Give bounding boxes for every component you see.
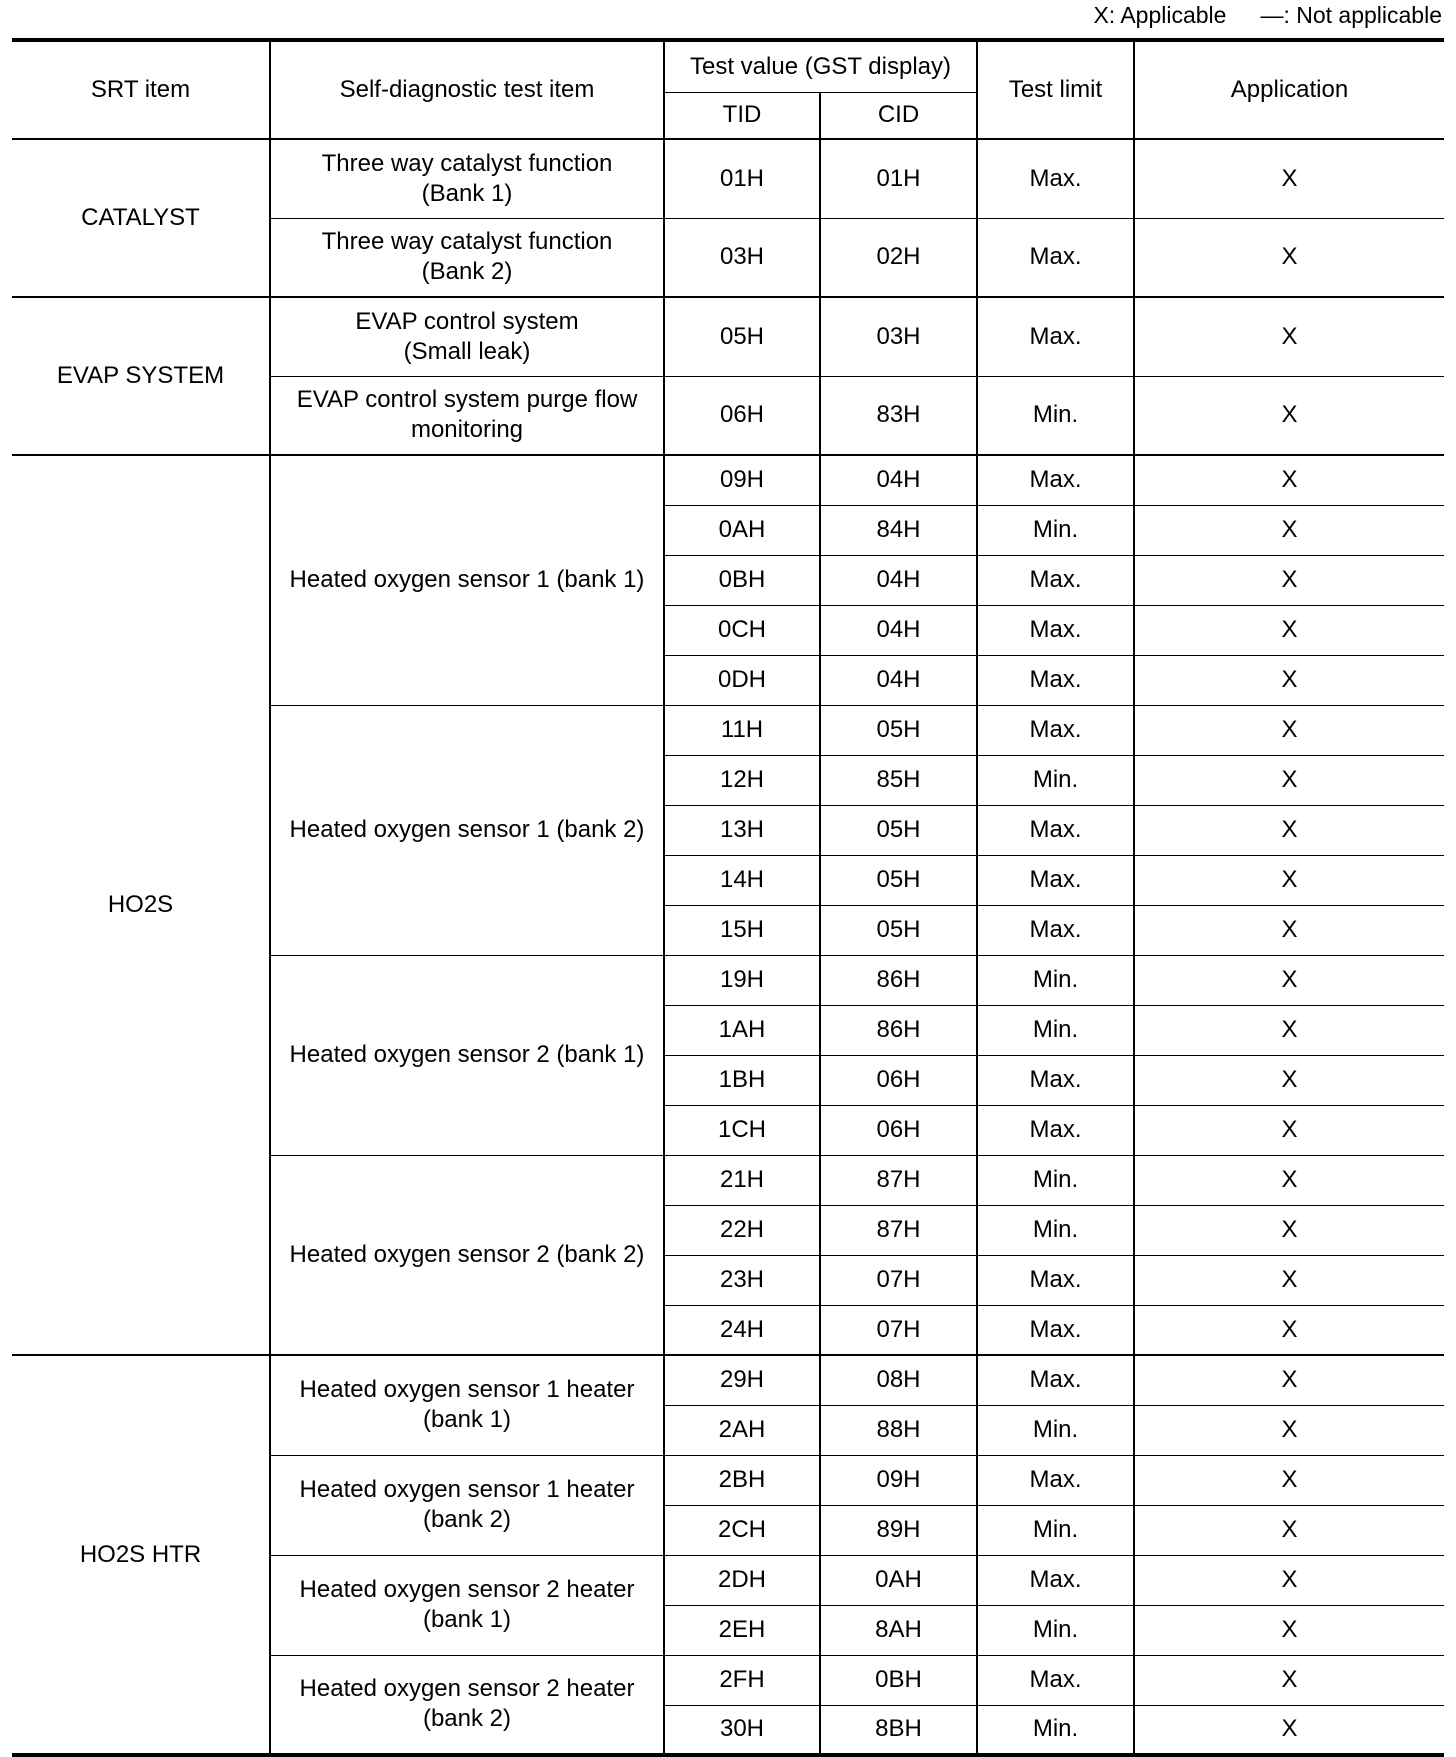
cid-cell: 83H — [820, 376, 977, 455]
test-limit-cell: Max. — [977, 1455, 1134, 1505]
test-item-cell: Three way catalyst function (Bank 2) — [270, 218, 664, 297]
test-item-cell: EVAP control system (Small leak) — [270, 297, 664, 376]
test-item-cell: Three way catalyst function (Bank 1) — [270, 139, 664, 218]
application-cell: X — [1134, 805, 1444, 855]
tid-cell: 0DH — [664, 655, 820, 705]
application-cell: X — [1134, 1555, 1444, 1605]
application-cell: X — [1134, 755, 1444, 805]
srt-item-cell: HO2S — [12, 455, 270, 1355]
application-cell: X — [1134, 1005, 1444, 1055]
application-cell: X — [1134, 1205, 1444, 1255]
tid-cell: 05H — [664, 297, 820, 376]
test-limit-cell: Max. — [977, 1255, 1134, 1305]
test-limit-cell: Max. — [977, 1105, 1134, 1155]
test-limit-cell: Min. — [977, 1505, 1134, 1555]
tid-cell: 09H — [664, 455, 820, 505]
cid-cell: 0BH — [820, 1655, 977, 1705]
application-cell: X — [1134, 855, 1444, 905]
test-limit-cell: Max. — [977, 1355, 1134, 1405]
test-limit-cell: Max. — [977, 297, 1134, 376]
test-limit-cell: Max. — [977, 855, 1134, 905]
test-item-cell: Heated oxygen sensor 2 (bank 1) — [270, 955, 664, 1155]
cid-cell: 09H — [820, 1455, 977, 1505]
cid-cell: 85H — [820, 755, 977, 805]
application-cell: X — [1134, 1105, 1444, 1155]
srt-item-cell: EVAP SYSTEM — [12, 297, 270, 455]
legend-not-applicable: —: Not applicable — [1260, 2, 1442, 28]
header-srt-item: SRT item — [12, 40, 270, 139]
cid-cell: 04H — [820, 605, 977, 655]
tid-cell: 03H — [664, 218, 820, 297]
test-limit-cell: Min. — [977, 1205, 1134, 1255]
srt-item-cell: HO2S HTR — [12, 1355, 270, 1755]
test-limit-cell: Max. — [977, 1655, 1134, 1705]
cid-cell: 04H — [820, 555, 977, 605]
test-item-cell: EVAP control system purge flow monitoring — [270, 376, 664, 455]
test-limit-cell: Max. — [977, 1055, 1134, 1105]
test-limit-cell: Max. — [977, 905, 1134, 955]
tid-cell: 21H — [664, 1155, 820, 1205]
application-cell: X — [1134, 218, 1444, 297]
application-cell: X — [1134, 297, 1444, 376]
application-cell: X — [1134, 1255, 1444, 1305]
tid-cell: 0BH — [664, 555, 820, 605]
test-limit-cell: Min. — [977, 1155, 1134, 1205]
test-limit-cell: Max. — [977, 605, 1134, 655]
test-item-cell: Heated oxygen sensor 2 heater (bank 2) — [270, 1655, 664, 1755]
cid-cell: 05H — [820, 855, 977, 905]
cid-cell: 89H — [820, 1505, 977, 1555]
table-body — [12, 139, 1444, 1755]
cid-cell: 06H — [820, 1055, 977, 1105]
application-cell: X — [1134, 1055, 1444, 1105]
application-cell: X — [1134, 1155, 1444, 1205]
header-test-value: Test value (GST display) — [664, 40, 977, 92]
tid-cell: 1BH — [664, 1055, 820, 1105]
cid-cell: 86H — [820, 955, 977, 1005]
table-row — [12, 1355, 1444, 1405]
application-cell: X — [1134, 705, 1444, 755]
table-row — [12, 455, 1444, 505]
tid-cell: 1CH — [664, 1105, 820, 1155]
application-cell: X — [1134, 1655, 1444, 1705]
tid-cell: 11H — [664, 705, 820, 755]
tid-cell: 30H — [664, 1705, 820, 1755]
cid-cell: 87H — [820, 1205, 977, 1255]
test-item-cell: Heated oxygen sensor 2 heater (bank 1) — [270, 1555, 664, 1655]
tid-cell: 2BH — [664, 1455, 820, 1505]
legend-applicable: X: Applicable — [1093, 2, 1227, 28]
cid-cell: 04H — [820, 455, 977, 505]
test-limit-cell: Max. — [977, 705, 1134, 755]
cid-cell: 04H — [820, 655, 977, 705]
application-cell: X — [1134, 905, 1444, 955]
test-limit-cell: Min. — [977, 1005, 1134, 1055]
tid-cell: 2DH — [664, 1555, 820, 1605]
test-limit-cell: Min. — [977, 376, 1134, 455]
header-self-diagnostic-test-item: Self-diagnostic test item — [270, 40, 664, 139]
test-limit-cell: Max. — [977, 555, 1134, 605]
test-item-cell: Heated oxygen sensor 1 heater (bank 1) — [270, 1355, 664, 1455]
test-limit-cell: Max. — [977, 1555, 1134, 1605]
header-test-limit: Test limit — [977, 40, 1134, 139]
tid-cell: 06H — [664, 376, 820, 455]
test-limit-cell: Min. — [977, 755, 1134, 805]
application-cell: X — [1134, 1355, 1444, 1405]
tid-cell: 14H — [664, 855, 820, 905]
cid-cell: 08H — [820, 1355, 977, 1405]
cid-cell: 01H — [820, 139, 977, 218]
cid-cell: 0AH — [820, 1555, 977, 1605]
test-limit-cell: Min. — [977, 505, 1134, 555]
tid-cell: 22H — [664, 1205, 820, 1255]
cid-cell: 87H — [820, 1155, 977, 1205]
application-cell: X — [1134, 605, 1444, 655]
test-limit-cell: Max. — [977, 805, 1134, 855]
cid-cell: 88H — [820, 1405, 977, 1455]
cid-cell: 07H — [820, 1305, 977, 1355]
tid-cell: 2CH — [664, 1505, 820, 1555]
tid-cell: 0AH — [664, 505, 820, 555]
legend — [1093, 2, 1442, 28]
cid-cell: 05H — [820, 805, 977, 855]
tid-cell: 2AH — [664, 1405, 820, 1455]
cid-cell: 05H — [820, 705, 977, 755]
tid-cell: 2FH — [664, 1655, 820, 1705]
header-application: Application — [1134, 40, 1444, 139]
tid-cell: 23H — [664, 1255, 820, 1305]
application-cell: X — [1134, 1405, 1444, 1455]
application-cell: X — [1134, 455, 1444, 505]
application-cell: X — [1134, 139, 1444, 218]
tid-cell: 13H — [664, 805, 820, 855]
tid-cell: 29H — [664, 1355, 820, 1405]
table-row — [12, 139, 1444, 218]
test-limit-cell: Max. — [977, 139, 1134, 218]
application-cell: X — [1134, 1305, 1444, 1355]
tid-cell: 01H — [664, 139, 820, 218]
tid-cell: 2EH — [664, 1605, 820, 1655]
header-cid: CID — [820, 92, 977, 139]
test-limit-cell: Min. — [977, 1705, 1134, 1755]
cid-cell: 84H — [820, 505, 977, 555]
tid-cell: 15H — [664, 905, 820, 955]
tid-cell: 24H — [664, 1305, 820, 1355]
application-cell: X — [1134, 1455, 1444, 1505]
cid-cell: 02H — [820, 218, 977, 297]
cid-cell: 05H — [820, 905, 977, 955]
application-cell: X — [1134, 1705, 1444, 1755]
test-item-cell: Heated oxygen sensor 1 (bank 1) — [270, 455, 664, 705]
test-limit-cell: Max. — [977, 1305, 1134, 1355]
cid-cell: 86H — [820, 1005, 977, 1055]
application-cell: X — [1134, 376, 1444, 455]
tid-cell: 19H — [664, 955, 820, 1005]
test-limit-cell: Min. — [977, 955, 1134, 1005]
test-limit-cell: Max. — [977, 655, 1134, 705]
application-cell: X — [1134, 955, 1444, 1005]
test-item-cell: Heated oxygen sensor 1 heater (bank 2) — [270, 1455, 664, 1555]
application-cell: X — [1134, 505, 1444, 555]
srt-item-cell: CATALYST — [12, 139, 270, 297]
test-limit-cell: Min. — [977, 1605, 1134, 1655]
cid-cell: 06H — [820, 1105, 977, 1155]
header-tid: TID — [664, 92, 820, 139]
test-limit-cell: Min. — [977, 1405, 1134, 1455]
application-cell: X — [1134, 655, 1444, 705]
tid-cell: 0CH — [664, 605, 820, 655]
test-limit-cell: Max. — [977, 218, 1134, 297]
cid-cell: 8BH — [820, 1705, 977, 1755]
tid-cell: 12H — [664, 755, 820, 805]
tid-cell: 1AH — [664, 1005, 820, 1055]
test-item-cell: Heated oxygen sensor 2 (bank 2) — [270, 1155, 664, 1355]
application-cell: X — [1134, 555, 1444, 605]
test-limit-cell: Max. — [977, 455, 1134, 505]
application-cell: X — [1134, 1605, 1444, 1655]
application-cell: X — [1134, 1505, 1444, 1555]
test-item-cell: Heated oxygen sensor 1 (bank 2) — [270, 705, 664, 955]
cid-cell: 03H — [820, 297, 977, 376]
table-row — [12, 297, 1444, 376]
cid-cell: 07H — [820, 1255, 977, 1305]
cid-cell: 8AH — [820, 1605, 977, 1655]
srt-table — [12, 38, 1444, 1757]
